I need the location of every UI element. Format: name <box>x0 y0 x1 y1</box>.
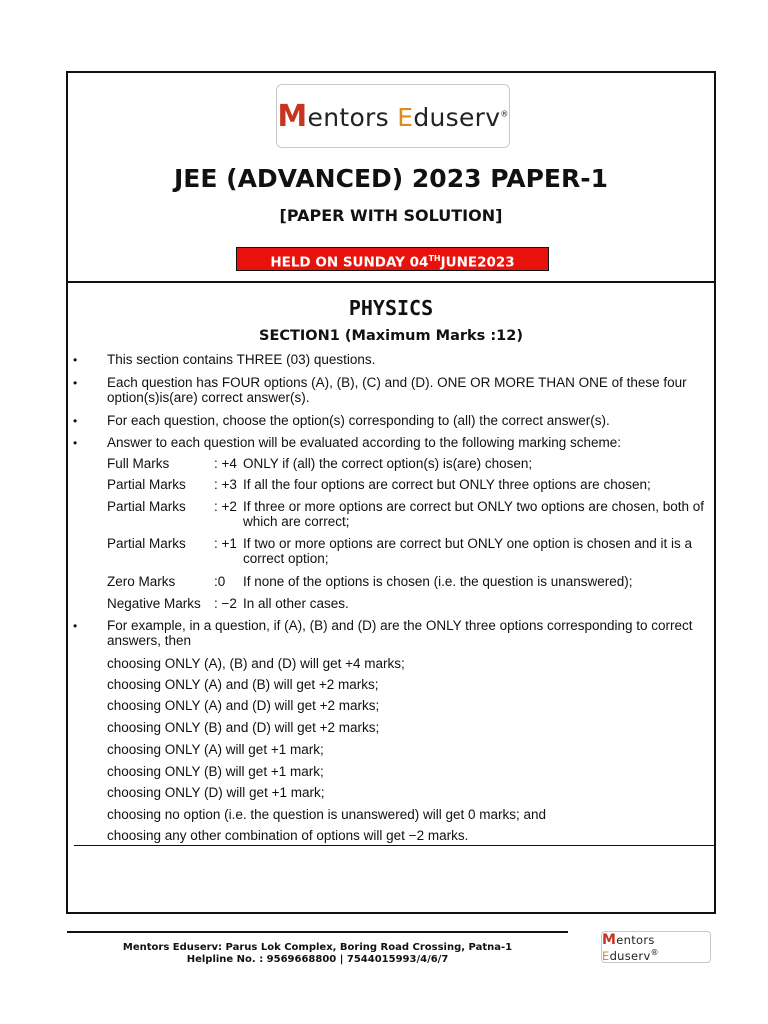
example-choice: choosing no option (i.e. the question is unanswered) will get 0 marks; and <box>107 807 547 822</box>
instruction-1: This section contains THREE (03) questions. <box>107 352 376 367</box>
scheme-desc: If three or more options are correct but ONLY two options are chosen, both of which are correct; <box>243 499 704 529</box>
bullet-glyph: • <box>73 619 78 633</box>
instruction-2: Each question has FOUR options (A), (B), (C) and (D). ONE OR MORE THAN ONE of these four option(s)is(are) correct answer(s). <box>107 375 687 405</box>
example-choice: choosing any other combination of options will get −2 marks. <box>107 828 469 843</box>
scheme-label: Full Marks <box>107 456 170 471</box>
footer-logo <box>601 931 711 963</box>
held-on-banner: HELD ON SUNDAY 04THJUNE2023 <box>236 247 549 271</box>
scheme-score: : +2 <box>214 499 237 514</box>
example-choice: choosing ONLY (A) and (D) will get +2 marks; <box>107 698 380 713</box>
scheme-label: Partial Marks <box>107 499 186 514</box>
scheme-desc: If none of the options is chosen (i.e. the question is unanswered); <box>243 574 633 589</box>
scheme-label: Negative Marks <box>107 596 201 611</box>
bullet-glyph: • <box>73 353 78 367</box>
instruction-4: Answer to each question will be evaluated according to the following marking scheme: <box>107 435 622 450</box>
scheme-score: : +3 <box>214 477 237 492</box>
example-choice: choosing ONLY (A) will get +1 mark; <box>107 742 324 757</box>
logo-wordmark: Mentors Eduserv® <box>277 98 509 134</box>
example-choice: choosing ONLY (B) and (D) will get +2 marks; <box>107 720 380 735</box>
example-intro: For example, in a question, if (A), (B) and (D) are the ONLY three options corresponding to correct answers, then <box>107 618 693 648</box>
bullet-glyph: • <box>73 376 78 390</box>
paper-title: JEE (ADVANCED) 2023 PAPER-1 <box>174 164 608 193</box>
section-heading: SECTION1 (Maximum Marks :12) <box>259 328 523 344</box>
subject-heading: PHYSICS <box>348 296 434 320</box>
scheme-label: Zero Marks <box>107 574 176 589</box>
scheme-label: Partial Marks <box>107 536 186 551</box>
example-choice: choosing ONLY (A) and (B) will get +2 marks; <box>107 677 379 692</box>
bullet-glyph: • <box>73 414 78 428</box>
scheme-label: Partial Marks <box>107 477 186 492</box>
scheme-desc: In all other cases. <box>243 596 349 611</box>
example-choice: choosing ONLY (D) will get +1 mark; <box>107 785 325 800</box>
mentors-eduserv-logo <box>276 84 510 148</box>
scheme-score: : +1 <box>214 536 237 551</box>
scheme-desc: ONLY if (all) the correct option(s) is(are) chosen; <box>243 456 533 471</box>
scheme-score: : +4 <box>214 456 237 471</box>
footer-helpline: Helpline No. : 9569668800 | 7544015993/4/6/7 <box>186 954 449 965</box>
scheme-score: : −2 <box>214 596 237 611</box>
scheme-desc: If two or more options are correct but ONLY one option is chosen and it is a correct option; <box>243 536 692 566</box>
instruction-3: For each question, choose the option(s) corresponding to (all) the correct answer(s). <box>107 413 610 428</box>
example-choice: choosing ONLY (A), (B) and (D) will get +4 marks; <box>107 656 405 671</box>
example-choice: choosing ONLY (B) will get +1 mark; <box>107 764 324 779</box>
paper-subtitle: [PAPER WITH SOLUTION] <box>279 206 503 225</box>
scheme-score: :0 <box>214 574 226 589</box>
footer-address: Mentors Eduserv: Parus Lok Complex, Boring Road Crossing, Patna-1 <box>122 942 513 953</box>
scheme-desc: If all the four options are correct but ONLY three options are chosen; <box>243 477 651 492</box>
footer-rule <box>67 931 568 933</box>
footer-logo-wordmark: Mentors Eduserv® <box>602 931 659 963</box>
header-divider <box>66 281 716 283</box>
bullet-glyph: • <box>73 436 78 450</box>
section-end-rule <box>74 845 714 846</box>
